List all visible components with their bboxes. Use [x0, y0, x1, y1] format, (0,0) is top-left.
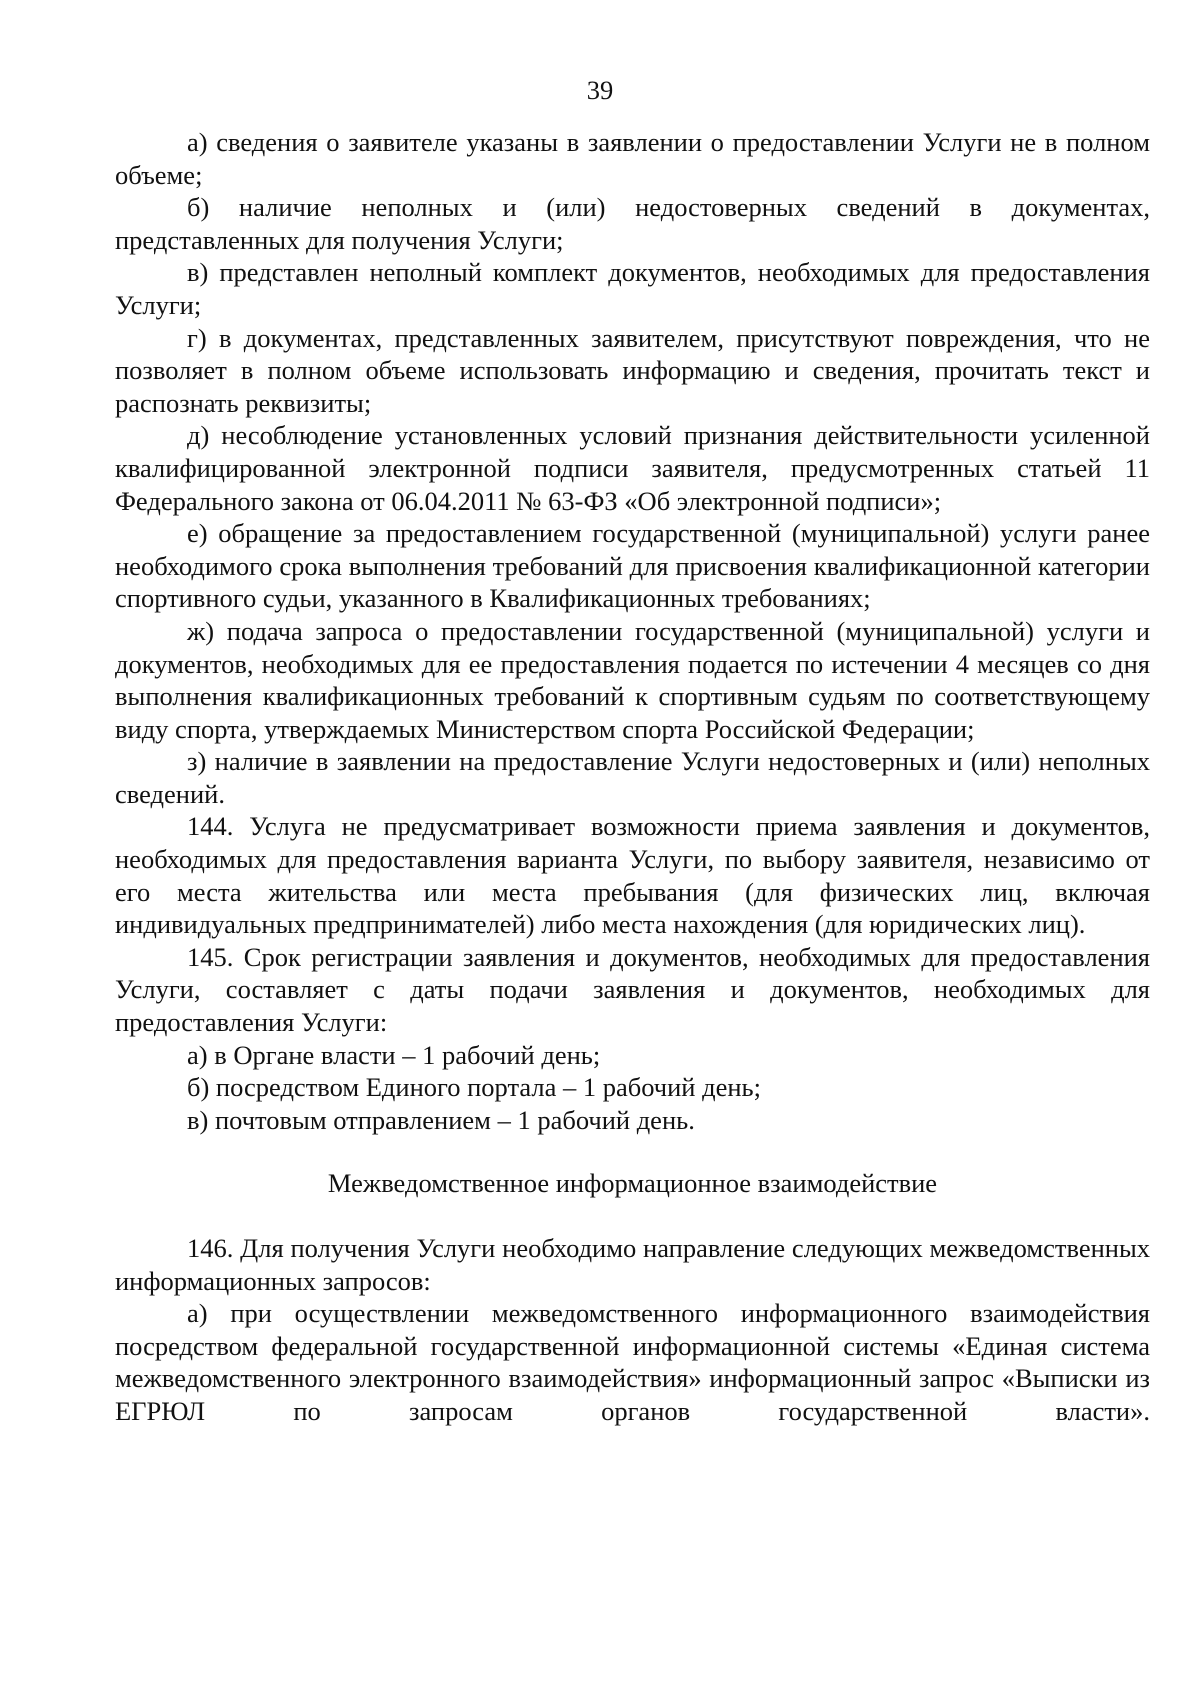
list-item-g-damaged-docs: г) в документах, представленных заявителем, присутствуют повреждения, что не позволяет в полном объеме использовать информацию и сведения, прочитать текст и распознать реквизиты; [115, 322, 1150, 418]
list-item-a-interagency: а) при осуществлении межведомственного информационного взаимодействия посредством федеральной государственной информационной системы «Единая система межведомственного электронного взаимодействия» информационный запрос «Выписки из ЕГРЮЛ по запросам органов государственной власти». [115, 1298, 1150, 1426]
paragraph-145: 145. Срок регистрации заявления и документов, необходимых для предоставления Услуги, составляет с даты подачи заявления и документов, необходимых для предоставления Услуги: [115, 941, 1150, 1038]
list-item-a-authority: а) в Органе власти – 1 рабочий день; [187, 1039, 601, 1070]
paragraph-146: 146. Для получения Услуги необходимо направление следующих межведомственных информационных запросов: [115, 1233, 1150, 1296]
list-item-v-mail: в) почтовым отправлением – 1 рабочий день. [187, 1104, 695, 1135]
list-item-v-incomplete-set: в) представлен неполный комплект документов, необходимых для предоставления Услуги; [115, 257, 1150, 320]
page-number: 39 [586, 75, 614, 105]
list-item-e-early-request: е) обращение за предоставлением государственной (муниципальной) услуги ранее необходимого срока выполнения требований для присвоения квалификационной категории спортивного судьи, указанного в Квалификационных требованиях; [115, 518, 1150, 614]
list-item-a-applicant-info: а) сведения о заявителе указаны в заявлении о предоставлении Услуги не в полном объеме; [115, 127, 1150, 190]
document-body [115, 126, 1150, 1428]
section-heading: Межведомственное информационное взаимодействие [327, 1168, 938, 1199]
list-item-zh-late-request: ж) подача запроса о предоставлении государственной (муниципальной) услуги и документов, необходимых для ее предоставления подается по истечении 4 месяцев со дня выполнения квалификационных требований к спортивным судьям по соответствующему виду спорта, утверждаемых Министерством спорта Российской Федерации; [115, 615, 1150, 744]
list-item-b-incomplete-info: б) наличие неполных и (или) недостоверных сведений в документах, представленных для получения Услуги; [115, 192, 1150, 255]
list-item-z-unreliable-info: з) наличие в заявлении на предоставление Услуги недостоверных и (или) неполных сведений. [115, 746, 1150, 809]
list-item-d-signature: д) несоблюдение установленных условий признания действительности усиленной квалифицированной электронной подписи заявителя, предусмотренных статьей 11 Федерального закона от 06.04.2011 № 63-ФЗ «Об электронной подписи»; [115, 420, 1150, 516]
paragraph-144: 144. Услуга не предусматривает возможности приема заявления и документов, необходимых для предоставления варианта Услуги, по выбору заявителя, независимо от его места жительства или места пребывания (для физических лиц, включая индивидуальных предпринимателей) либо места нахождения (для юридических лиц). [115, 811, 1150, 940]
list-item-b-portal: б) посредством Единого портала – 1 рабочий день; [187, 1072, 761, 1103]
